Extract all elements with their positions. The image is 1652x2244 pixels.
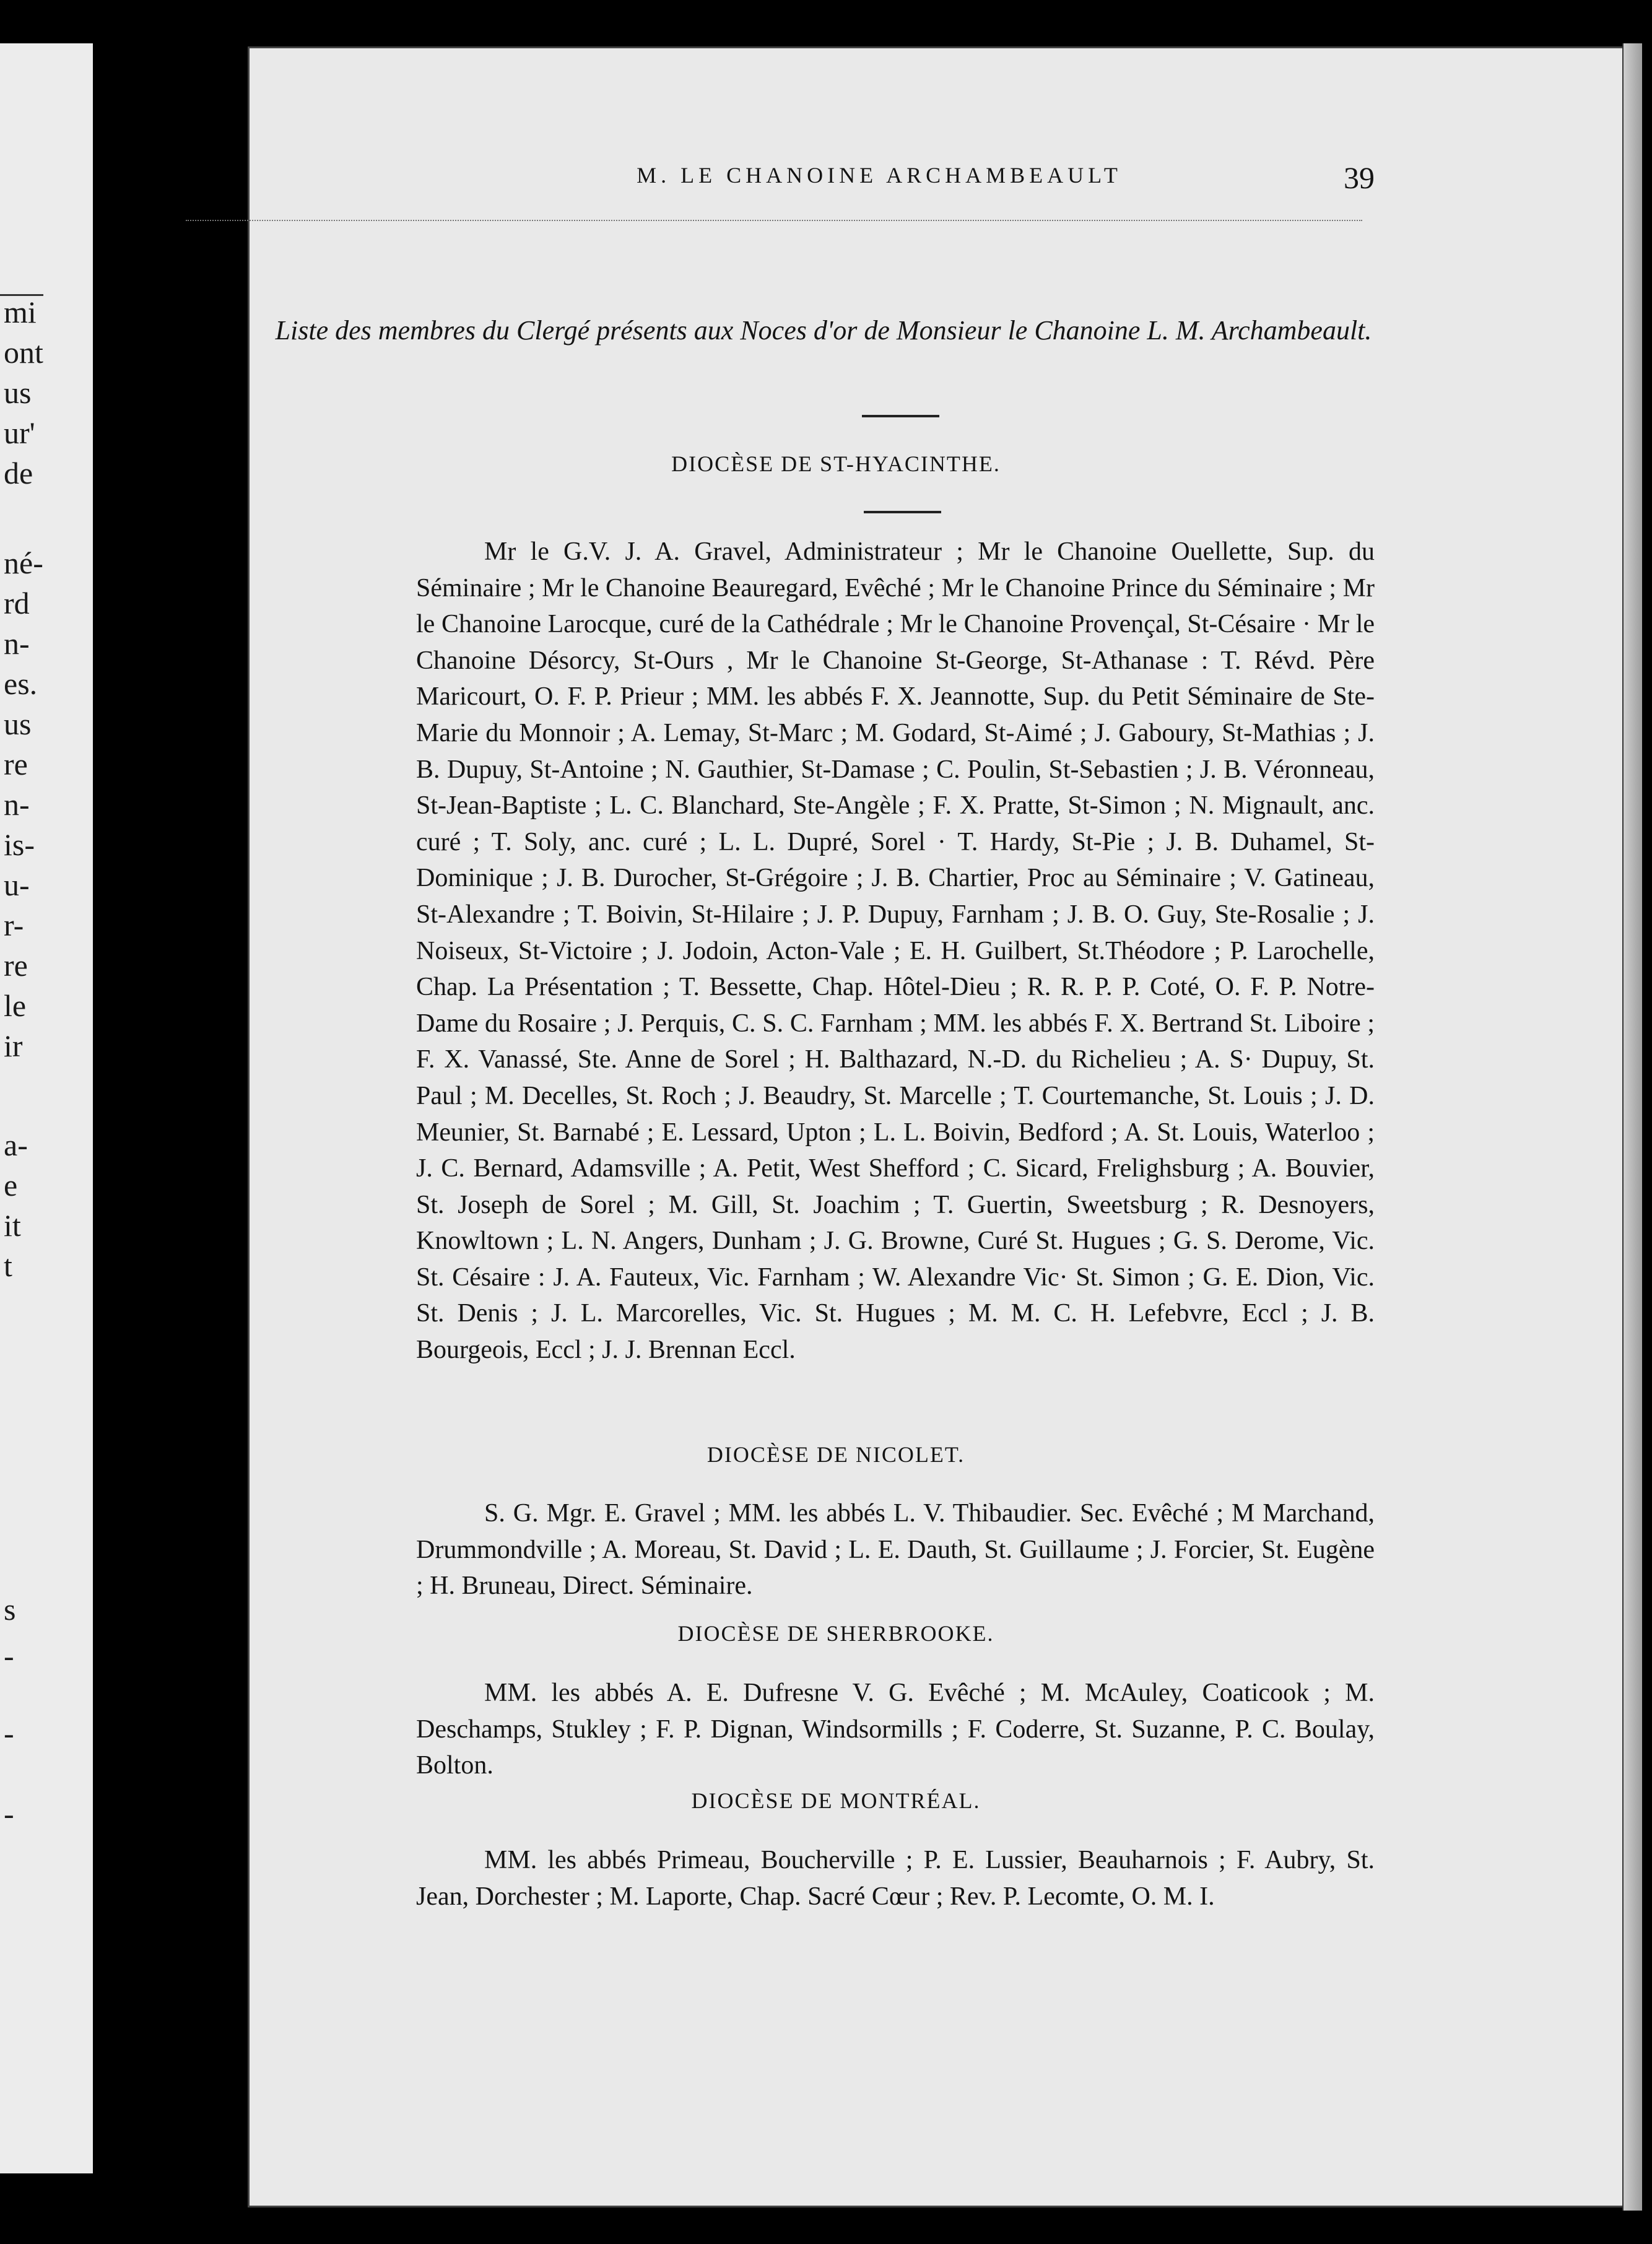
paragraph: Mr le G.V. J. A. Gravel, Administrateur ; Mr le Chanoine Ouellette, Sup. du Séminaire ; Mr le Chanoine Beauregard, Evêché ; Mr le Chanoine Prince du Séminaire ; Mr le Chanoine Larocque, curé de la Cathédrale ; Mr le Chanoine Provençal, St-Césaire · Mr le Chanoine Désorcy, St-Ours , Mr le Chanoine St-George, St-Athanase : T. Révd. Père Maricourt, O. F. P. Prieur ; MM. les abbés F. X. Jeannotte, Sup. du Petit Séminaire de Ste-Marie du Monnoir ; A. Lemay, St-Marc ; M. Godard, St-Aimé ; J. Gaboury, St-Mathias ; J. B. Dupuy, St-Antoine ; N. Gauthier, St-Damase ; C. Poulin, St-Sebastien ; J. B. Véronneau, St-Jean-Baptiste ; L. C. Blanchard, Ste-Angèle ; F. X. Pratte, St-Simon ; N. Mignault, anc. curé ; T. Soly, anc. curé ; L. L. Dupré, Sorel · T. Hardy, St-Pie ; J. B. Duhamel, St-Dominique ; J. B. Durocher, St-Grégoire ; J. B. Chartier, Proc au Séminaire ; V. Gatineau, St-Alexandre ; T. Boivin, St-Hilaire ; J. P. Dupuy, Farnham ; J. B. O. Guy, Ste-Rosalie ; J. Noiseux, St-Victoire ; J. Jodoin, Acton-Vale ; E. H. Guilbert, St.Théodore ; P. Larochelle, Chap. La Présentation ; T. Bessette, Chap. Hôtel-Dieu ; R. R. P. P. Coté, O. F. P. Notre-Dame du Rosaire ; J. Perquis, C. S. C. Farnham ; MM. les abbés F. X. Bertrand St. Liboire ; F. X. Vanassé, Ste. Anne de Sorel ; H. Balthazard, N.-D. du Richelieu ; A. S· Dupuy, St. Paul ; M. Decelles, St. Roch ; J. Beaudry, St. Marcelle ; T. Courtemanche, St. Louis ; J. D. Meunier, St. Barnabé ; E. Lessard, Upton ; L. L. Boivin, Bedford ; A. St. Louis, Waterloo ; J. C. Bernard, Adamsville ; A. Petit, West Shefford ; C. Sicard, Frelighsburg ; A. Bouvier, St. Joseph de Sorel ; M. Gill, St. Joachim ; T. Guertin, Sweetsburg ; R. Desnoyers, Knowltown ; L. N. Angers, Dunham ; J. G. Browne, Curé St. Hugues ; G. S. Derome, Vic. St. Césaire : J. A. Fauteux, Vic. Farnham ; W. Alexandre Vic· St. Simon ; G. E. Dion, Vic. St. Denis ; J. L. Marcorelles, Vic. St. Hugues ; M. M. C. H. Lefebvre, Eccl ; J. B. Bourgeois, Eccl ; J. J. Brennan Eccl. bbox=[416, 537, 1375, 1365]
left-fragment: us bbox=[4, 375, 32, 410]
left-fragment: re bbox=[4, 747, 28, 781]
page-number: 39 bbox=[1344, 160, 1375, 195]
left-fragment: es. bbox=[4, 666, 38, 701]
left-fragment: ir bbox=[4, 1028, 23, 1063]
left-fragment: de bbox=[4, 456, 33, 490]
section-text-sherbrooke bbox=[416, 1675, 1375, 1784]
left-fragment: - bbox=[4, 1796, 14, 1831]
left-fragment: t bbox=[4, 1248, 12, 1283]
left-fragment: ont bbox=[4, 335, 43, 370]
diocese-heading-montreal: DIOCÈSE DE MONTRÉAL. bbox=[691, 1788, 981, 1813]
diocese-heading-nicolet: DIOCÈSE DE NICOLET. bbox=[706, 1442, 965, 1467]
diocese-heading-sherbrooke: DIOCÈSE DE SHERBROOKE. bbox=[677, 1621, 994, 1646]
left-fragment: s bbox=[4, 1592, 16, 1627]
left-fragment: - bbox=[4, 1716, 14, 1750]
page-gutter bbox=[93, 0, 248, 2244]
left-fragment: e bbox=[4, 1168, 18, 1202]
paragraph: S. G. Mgr. E. Gravel ; MM. les abbés L. V. Thibaudier. Sec. Evêché ; M Marchand, Drummondville ; A. Moreau, St. David ; L. E. Dauth, St. Guillaume ; J. Forcier, St. Eugène ; H. Bruneau, Direct. Séminaire. bbox=[416, 1499, 1375, 1601]
page-edge bbox=[1622, 43, 1642, 2211]
left-fragment: r- bbox=[4, 908, 24, 942]
left-fragment: re bbox=[4, 948, 28, 983]
left-fragment: rd bbox=[4, 586, 30, 620]
paragraph: MM. les abbés A. E. Dufresne V. G. Evêché ; M. McAuley, Coaticook ; M. Deschamps, Stukley ; F. P. Dignan, Windsormills ; F. Coderre, St. Suzanne, P. C. Boulay, Bolton. bbox=[416, 1679, 1375, 1780]
left-fragment: ur' bbox=[4, 415, 35, 450]
left-fragment: us bbox=[4, 707, 32, 741]
section-text-st-hyacinthe bbox=[416, 534, 1375, 1368]
list-title: Liste des membres du Clergé présents aux Noces d'or de Monsieur le Chanoine L. M. Archambeault. bbox=[275, 315, 1372, 346]
section-text-montreal bbox=[416, 1842, 1375, 1915]
header-rule bbox=[186, 220, 1362, 221]
running-head: M. LE CHANOINE ARCHAMBEAULT bbox=[637, 163, 1122, 188]
left-fragment: is- bbox=[4, 827, 35, 862]
left-fragment: n- bbox=[4, 787, 30, 822]
paragraph: MM. les abbés Primeau, Boucherville ; P. E. Lussier, Beauharnois ; F. Aubry, St. Jean, Dorchester ; M. Laporte, Chap. Sacré Cœur ; Rev. P. Lecomte, O. M. I. bbox=[416, 1846, 1375, 1911]
left-fragment: mi bbox=[4, 295, 37, 329]
section-rule bbox=[864, 511, 941, 513]
left-fragment: n- bbox=[4, 626, 30, 661]
left-fragment: u- bbox=[4, 868, 30, 902]
left-fragment: a- bbox=[4, 1128, 28, 1162]
left-fragment: le bbox=[4, 988, 27, 1023]
diocese-heading-st-hyacinthe: DIOCÈSE DE ST-HYACINTHE. bbox=[671, 451, 1001, 476]
left-fragment: né- bbox=[4, 546, 43, 580]
left-page-fragment bbox=[0, 43, 95, 2173]
left-fragment: it bbox=[4, 1208, 21, 1243]
section-text-nicolet bbox=[416, 1495, 1375, 1604]
left-fragment: - bbox=[4, 1638, 14, 1673]
title-rule bbox=[862, 415, 939, 417]
